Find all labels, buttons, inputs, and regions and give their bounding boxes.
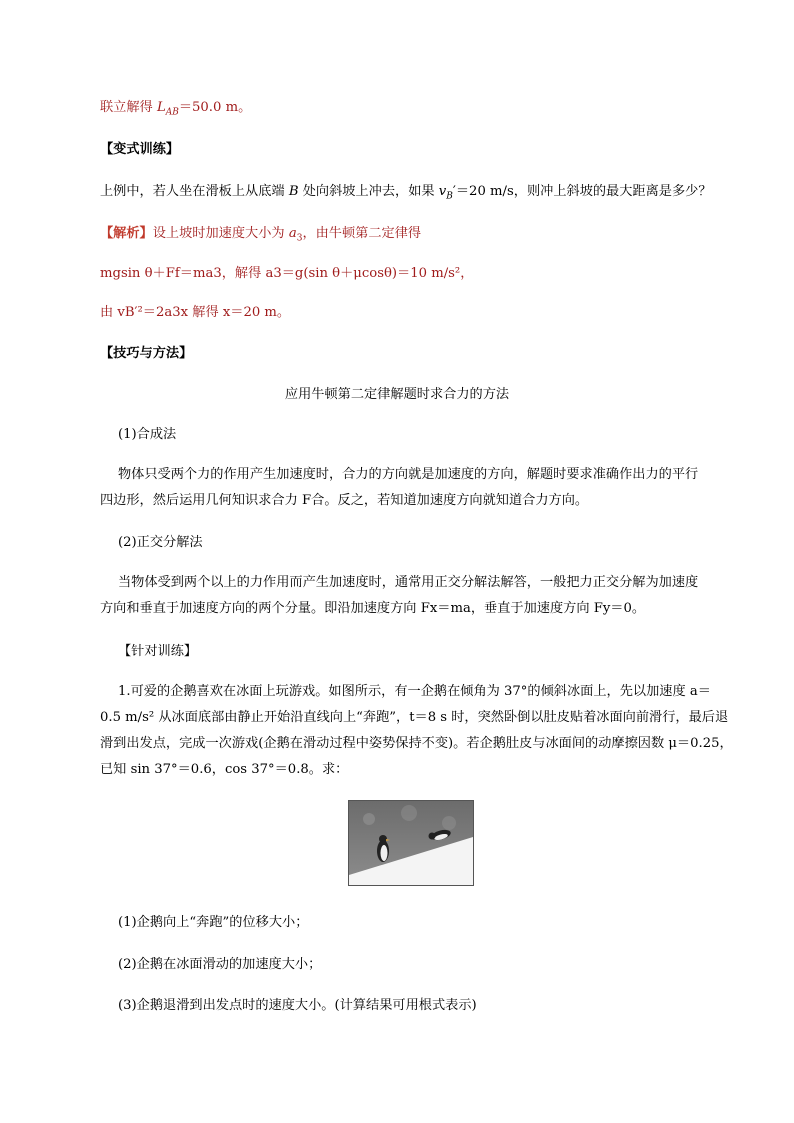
vq-part3: ＝20 m/s，则冲上斜坡的最大距离是多少？: [455, 184, 712, 199]
vq-vsub: B: [446, 191, 453, 202]
penguin-illustration: [349, 801, 473, 885]
analysis-text1: 设上坡时加速度大小为: [152, 226, 289, 241]
solution-sub: AB: [165, 107, 179, 118]
problem-line1: 1.可爱的企鹅喜欢在冰面上玩游戏。如图所示，有一企鹅在倾角为 37°的倾斜冰面上，先以加速度 a＝: [118, 684, 711, 699]
method1-heading: (1)合成法: [118, 427, 177, 442]
problem-line4: 已知 sin 37°＝0.6，cos 37°＝0.8。求：: [100, 762, 349, 777]
question-2: (2)企鹅在冰面滑动的加速度大小；: [118, 957, 322, 972]
vq-part2: 处向斜坡上冲去，如果: [298, 184, 439, 199]
vq-part1: 上例中，若人坐在滑板上从底端: [100, 184, 289, 199]
question-1: (1)企鹅向上“奔跑”的位移大小；: [118, 915, 309, 930]
vq-point-b: B: [288, 184, 299, 199]
method2-heading: (2)正交分解法: [118, 535, 203, 550]
question-3: (3)企鹅退滑到出发点时的速度大小。(计算结果可用根式表示): [118, 998, 477, 1013]
tips-heading: 【技巧与方法】: [100, 346, 193, 361]
equation-1: mgsin θ＋Ff＝ma3，解得 a3＝g(sin θ＋μcosθ)＝10 m/s²，: [100, 266, 474, 281]
analysis-text2: ，由牛顿第二定律得: [302, 226, 422, 241]
penguin-figure: [348, 800, 474, 886]
variant-heading: 【变式训练】: [100, 142, 180, 157]
practice-heading: 【针对训练】: [118, 644, 198, 659]
solution-prefix: 联立解得: [100, 100, 157, 115]
problem-line2: 0.5 m/s² 从冰面底部由静止开始沿直线向上“奔跑”，t＝8 s 时，突然卧倒以肚皮贴着冰面向前滑行，最后退: [100, 710, 729, 725]
method1-line2: 四边形，然后运用几何知识求合力 F合。反之，若知道加速度方向就知道合力方向。: [100, 493, 589, 508]
analysis-line: [100, 222, 421, 244]
equation-2: 由 vB′²＝2a3x 解得 x＝20 m。: [100, 305, 291, 320]
method1-line1: 物体只受两个力的作用产生加速度时，合力的方向就是加速度的方向，解题时要求准确作出力的平行: [118, 467, 699, 482]
solution-var: L: [156, 100, 166, 115]
method2-line2: 方向和垂直于加速度方向的两个分量。即沿加速度方向 Fx＝ma，垂直于加速度方向 Fy＝0。: [100, 601, 646, 616]
method-title: 应用牛顿第二定律解题时求合力的方法: [284, 387, 510, 402]
problem-line3: 滑到出发点，完成一次游戏(企鹅在滑动过程中姿势保持不变)。若企鹅肚皮与冰面间的动摩擦因数 μ＝0.25，: [100, 736, 733, 751]
vq-vsup: ′: [452, 184, 456, 199]
method2-line1: 当物体受到两个以上的力作用而产生加速度时，通常用正交分解法解答，一般把力正交分解为加速度: [118, 575, 699, 590]
variant-question: [100, 180, 712, 202]
vq-v: v: [438, 184, 447, 199]
solution-line: [100, 96, 251, 118]
analysis-label: 【解析】: [100, 226, 153, 241]
analysis-a3: a: [288, 226, 297, 241]
solution-suffix: ＝50.0 m。: [178, 100, 252, 115]
analysis-a3sub: 3: [296, 233, 303, 244]
